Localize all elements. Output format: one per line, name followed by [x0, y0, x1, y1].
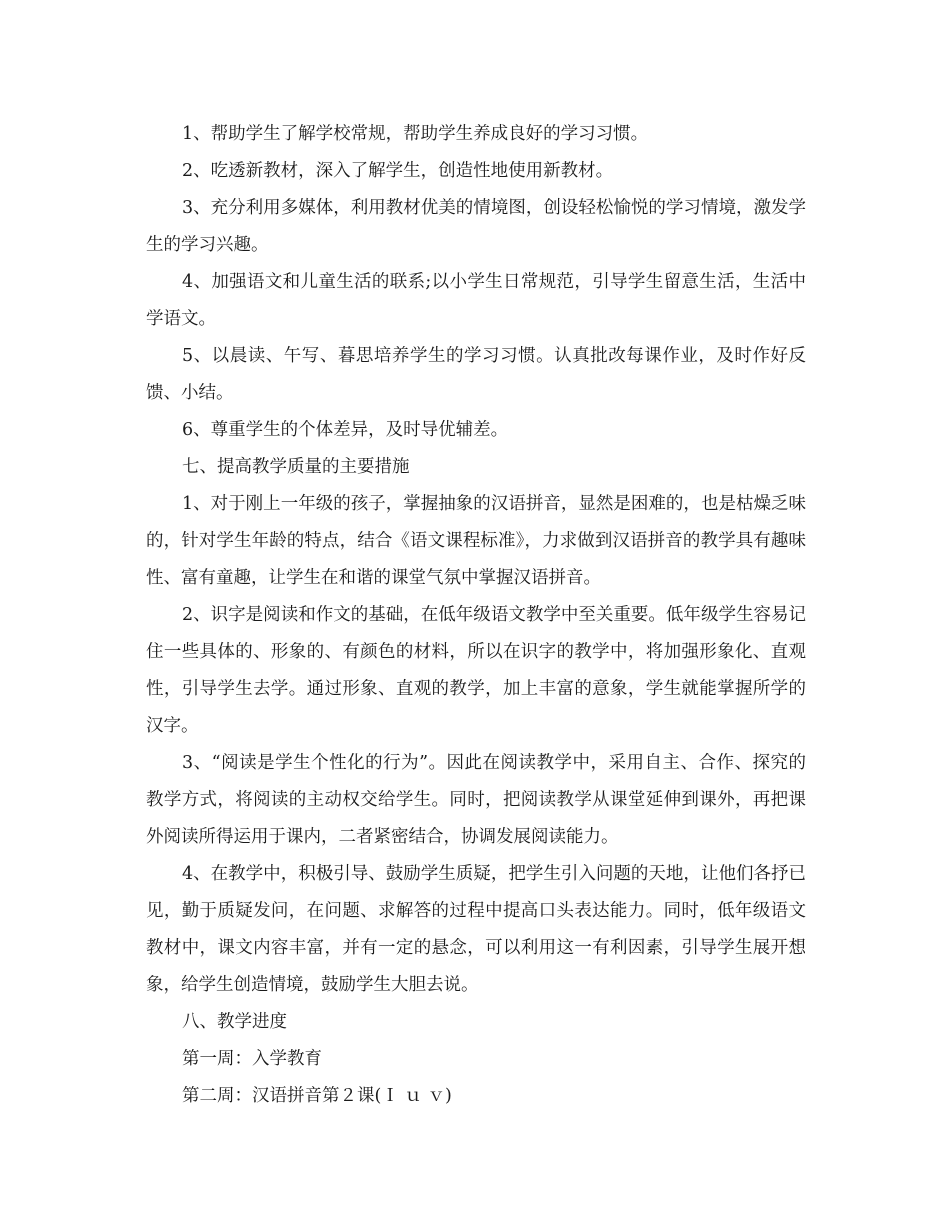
measure-item-4: 4、在教学中，积极引导、鼓励学生质疑，把学生引入问题的天地，让他们各抒已见，勤于质疑发问，在问题、求解答的过程中提高口头表达能力。同时，低年级语文教材中，课文内容丰富，并有一定的悬念，可以利用这一有利因素，引导学生展开想象，给学生创造情境，鼓励学生大胆去说。 [146, 864, 806, 995]
measure-item-1: 1、对于刚上一年级的孩子，掌握抽象的汉语拼音，显然是困难的，也是枯燥乏味的，针对学生年龄的特点，结合《语文课程标准》，力求做到汉语拼音的教学具有趣味性、富有童趣，让学生在和谐的课堂气氛中掌握汉语拼音。 [146, 494, 806, 588]
measure-item-2: 2、识字是阅读和作文的基础，在低年级语文教学中至关重要。低年级学生容易记住一些具体的、形象的、有颜色的材料，所以在识字的教学中，将加强形象化、直观性，引导学生去学。通过形象、直观的教学，加上丰富的意象，学生就能掌握所学的汉字。 [146, 605, 806, 736]
schedule-week-1: 第一周：入学教育 [182, 1049, 322, 1069]
list-item-2: 2、吃透新教材，深入了解学生，创造性地使用新教材。 [182, 161, 614, 181]
list-item-4: 4、加强语文和儿童生活的联系;以小学生日常规范，引导学生留意生活，生活中学语文。 [146, 272, 806, 329]
list-item-1: 1、帮助学生了解学校常规，帮助学生养成良好的学习习惯。 [182, 124, 649, 144]
section-heading-eight: 八、教学进度 [182, 1012, 287, 1032]
measure-item-3: 3、“阅读是学生个性化的行为”。因此在阅读教学中，采用自主、合作、探究的教学方式，将阅读的主动权交给学生。同时，把阅读教学从课堂延伸到课外，再把课外阅读所得运用于课内，二者紧密结合，协调发展阅读能力。 [146, 753, 806, 847]
section-heading-seven: 七、提高教学质量的主要措施 [182, 457, 410, 477]
list-item-3: 3、充分利用多媒体，利用教材优美的情境图，创设轻松愉悦的学习情境，激发学生的学习兴趣。 [146, 198, 806, 255]
list-item-5: 5、以晨读、午写、暮思培养学生的学习习惯。认真批改每课作业，及时作好反馈、小结。 [146, 346, 806, 403]
schedule-week-2: 第二周：汉语拼音第２课(Ｉ ｕ ｖ) [182, 1086, 452, 1106]
document-body [146, 116, 806, 1115]
list-item-6: 6、尊重学生的个体差异，及时导优辅差。 [182, 420, 509, 440]
